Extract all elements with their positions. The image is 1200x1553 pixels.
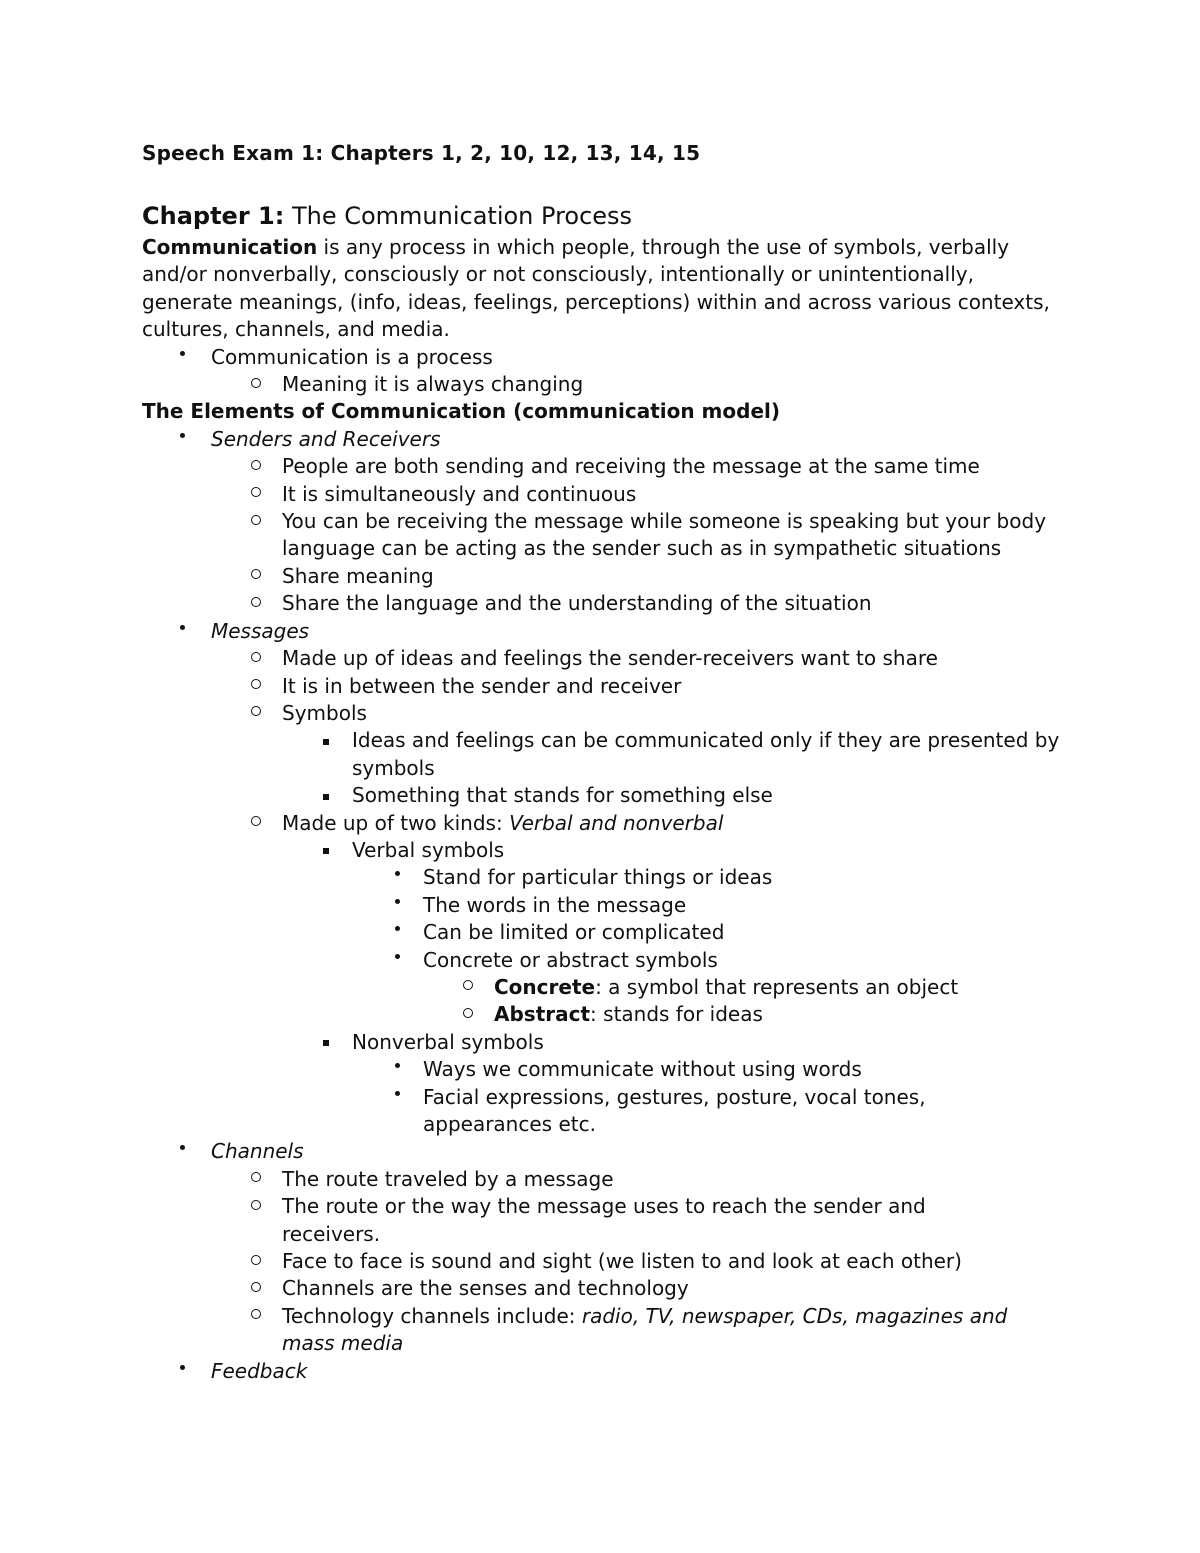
bullet-dot-icon [389, 892, 405, 919]
bullet-circle-icon [248, 700, 264, 727]
list-item: Ideas and feelings can be communicated only if they are presented by symbols [142, 727, 1062, 782]
bullet-circle-icon [460, 1001, 476, 1028]
list-item: The route or the way the message uses to reach the sender and receivers. [142, 1193, 982, 1248]
bullet-square-icon [318, 727, 334, 754]
list-item: Abstract: stands for ideas [142, 1001, 1062, 1028]
bullet-square-icon [318, 1029, 334, 1056]
bullet-circle-icon [248, 508, 264, 535]
list-item: Verbal symbols [142, 837, 1062, 864]
bullet-circle-icon [248, 590, 264, 617]
list-item: Concrete or abstract symbols [142, 947, 1062, 974]
bullet-circle-icon [460, 974, 476, 1001]
list-item: Channels are the senses and technology [142, 1275, 1062, 1302]
list-item: Stand for particular things or ideas [142, 864, 1062, 891]
bullet-circle-icon [248, 1193, 264, 1220]
list-item: The route traveled by a message [142, 1166, 1062, 1193]
definition-paragraph [142, 234, 1062, 344]
list-item: The words in the message [142, 892, 1062, 919]
bullet-circle-icon [248, 673, 264, 700]
list-item: Concrete: a symbol that represents an object [142, 974, 1062, 1001]
bullet-circle-icon [248, 1275, 264, 1302]
bullet-circle-icon [248, 1166, 264, 1193]
chapter-label: Chapter 1: [142, 202, 285, 230]
bullet-square-icon [318, 837, 334, 864]
bullet-circle-icon [248, 563, 264, 590]
list-item: Face to face is sound and sight (we listen to and look at each other) [142, 1248, 1062, 1275]
bullet-dot-icon [174, 618, 190, 645]
list-item: Communication is a process [142, 344, 1062, 371]
list-item: Ways we communicate without using words [142, 1056, 1062, 1083]
bullet-dot-icon [174, 426, 190, 453]
list-item [142, 1358, 1062, 1385]
bullet-dot-icon [389, 947, 405, 974]
bullet-dot-icon [174, 1358, 190, 1385]
bullet-dot-icon [174, 1138, 190, 1165]
channels-label: Channels [211, 1139, 304, 1164]
list-item: Facial expressions, gestures, posture, vocal tones, appearances etc. [142, 1084, 983, 1139]
chapter-heading [142, 198, 1062, 234]
list-item: You can be receiving the message while someone is speaking but your body language can be acting as the sender such as in sympathetic situations [142, 508, 1062, 563]
list-item: Can be limited or complicated [142, 919, 1062, 946]
chapter-title: The Communication Process [291, 202, 633, 230]
feedback-label: Feedback [211, 1358, 308, 1383]
list-item: It is simultaneously and continuous [142, 481, 1062, 508]
list-item: Nonverbal symbols [142, 1029, 1062, 1056]
bullet-dot-icon [389, 1056, 405, 1083]
list-item: Share the language and the understanding of the situation [142, 590, 1062, 617]
notes-content [142, 198, 1062, 1385]
list-item: People are both sending and receiving the message at the same time [142, 453, 1062, 480]
bullet-circle-icon [248, 453, 264, 480]
list-item: Something that stands for something else [142, 782, 1062, 809]
list-item: Symbols [142, 700, 1062, 727]
bullet-circle-icon [248, 481, 264, 508]
definition-term: Communication [142, 235, 318, 259]
list-item: Technology channels include: radio, TV, newspaper, CDs, magazines and mass media [142, 1303, 1062, 1358]
bullet-circle-icon [248, 1248, 264, 1275]
list-item: Share meaning [142, 563, 1062, 590]
elements-heading: The Elements of Communication (communication model) [142, 399, 781, 424]
bullet-square-icon [318, 782, 334, 809]
messages-label: Messages [211, 618, 310, 643]
bullet-circle-icon [248, 371, 264, 398]
bullet-dot-icon [389, 864, 405, 891]
bullet-circle-icon [248, 645, 264, 672]
definition-text: is any process in which people, through the use of symbols, verbally and/or nonverbally, consciously or not consciously, intentionally or unintentionally, generate meanings, (info, ideas, feelings, perceptions) within and across various contexts, cultures, channels, and media. [142, 235, 1050, 342]
bullet-dot-icon [174, 344, 190, 371]
bullet-circle-icon [248, 1303, 264, 1330]
list-item: Meaning it is always changing [142, 371, 1062, 398]
list-item: Made up of two kinds: Verbal and nonverbal [142, 810, 1062, 837]
list-item: It is in between the sender and receiver [142, 673, 1062, 700]
bullet-circle-icon [248, 810, 264, 837]
bullet-dot-icon [389, 919, 405, 946]
senders-label: Senders and Receivers [211, 426, 441, 451]
bullet-dot-icon [389, 1084, 405, 1111]
exam-title: Speech Exam 1: Chapters 1, 2, 10, 12, 13, 14, 15 [142, 141, 701, 165]
list-item [142, 426, 1062, 453]
list-item [142, 618, 1062, 645]
list-item [142, 1138, 1062, 1165]
list-item: Made up of ideas and feelings the sender-receivers want to share [142, 645, 1062, 672]
